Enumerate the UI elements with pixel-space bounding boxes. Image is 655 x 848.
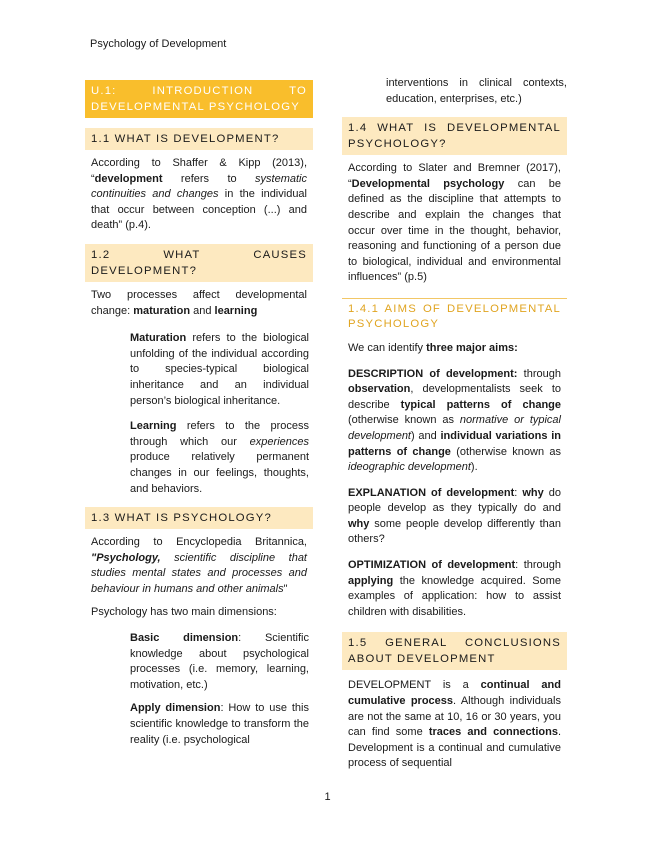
paragraph-psychology-definition: According to Encyclopedia Britannica, "Psychology, scientific discipline that studies mental states and processes and behaviour in humans and other animals": [91, 536, 307, 595]
paragraph-basic-dimension: Basic dimension: Scientific knowledge about psychological processes (i.e. memory, learning, motivation, etc.): [130, 632, 309, 691]
paragraph-apply-dimension: Apply dimension: How to use this scientific knowledge to transform the reality (i.e. psychological: [130, 702, 309, 746]
paragraph-aim-explanation: EXPLANATION of development: why do people develop as they typically do and why some people develop differently than others?: [348, 486, 561, 546]
paragraph-processes: Two processes affect developmental change: maturation and learning: [91, 288, 307, 317]
paragraph-continued: interventions in clinical contexts, education, enterprises, etc.): [386, 77, 567, 105]
section-heading-1-1: 1.1 WHAT IS DEVELOPMENT?: [85, 128, 313, 150]
paragraph-definition-development: According to Shaffer & Kipp (2013), “development refers to systematic continuities and changes in the individual that occur between conception (...) and death” (p.4).: [91, 157, 307, 232]
page-number: 1: [324, 791, 331, 803]
paragraph-aims-intro: We can identify three major aims:: [348, 341, 518, 354]
running-header: Psychology of Development: [90, 38, 227, 50]
paragraph-conclusions: DEVELOPMENT is a continual and cumulative process. Although individuals are not the same at 10, 16 or 30 years, you can find some traces and connections. Development is a continual and cumulative process of sequential: [348, 679, 561, 770]
section-heading-1-4: 1.4 WHAT IS DEVELOPMENTAL PSYCHOLOGY?: [342, 117, 567, 155]
section-heading-1-5: 1.5 GENERAL CONCLUSIONS ABOUT DEVELOPMENT: [342, 632, 567, 670]
paragraph-dimensions: Psychology has two main dimensions:: [91, 606, 277, 619]
paragraph-aim-optimization: OPTIMIZATION of development: through applying the knowledge acquired. Some examples of application: how to assist children with disabilities.: [348, 559, 561, 618]
left-column: [85, 80, 313, 748]
section-heading-1-2: 1.2 WHAT CAUSES DEVELOPMENT?: [85, 244, 313, 282]
paragraph-learning: Learning refers to the process through which our experiences produce relatively permanent changes in our feelings, thoughts, and behaviors.: [130, 420, 309, 495]
paragraph-maturation: Maturation refers to the biological unfolding of the individual according to species-typical biological inheritance and an individual person’s biological inheritance.: [130, 332, 309, 407]
unit-heading: U.1: INTRODUCTION TO DEVELOPMENTAL PSYCHOLOGY: [85, 80, 313, 118]
paragraph-developmental-psychology: According to Slater and Bremner (2017), “Developmental psychology can be defined as the discipline that attempts to describe and explain the changes that occur over time in the thought, behavior, reasoning and functioning of a person due to biological, individual and environmental influences” (p.5): [348, 162, 561, 284]
section-heading-1-4-1: 1.4.1 AIMS OF DEVELOPMENTAL PSYCHOLOGY: [342, 298, 567, 335]
right-column: [342, 76, 567, 772]
section-heading-1-3: 1.3 WHAT IS PSYCHOLOGY?: [85, 507, 313, 529]
paragraph-aim-description: DESCRIPTION of development: through observation, developmentalists seek to describe typical patterns of change (otherwise known as normative or typical development) and individual variations in patterns of change (otherwise known as ideographic development).: [348, 367, 562, 474]
